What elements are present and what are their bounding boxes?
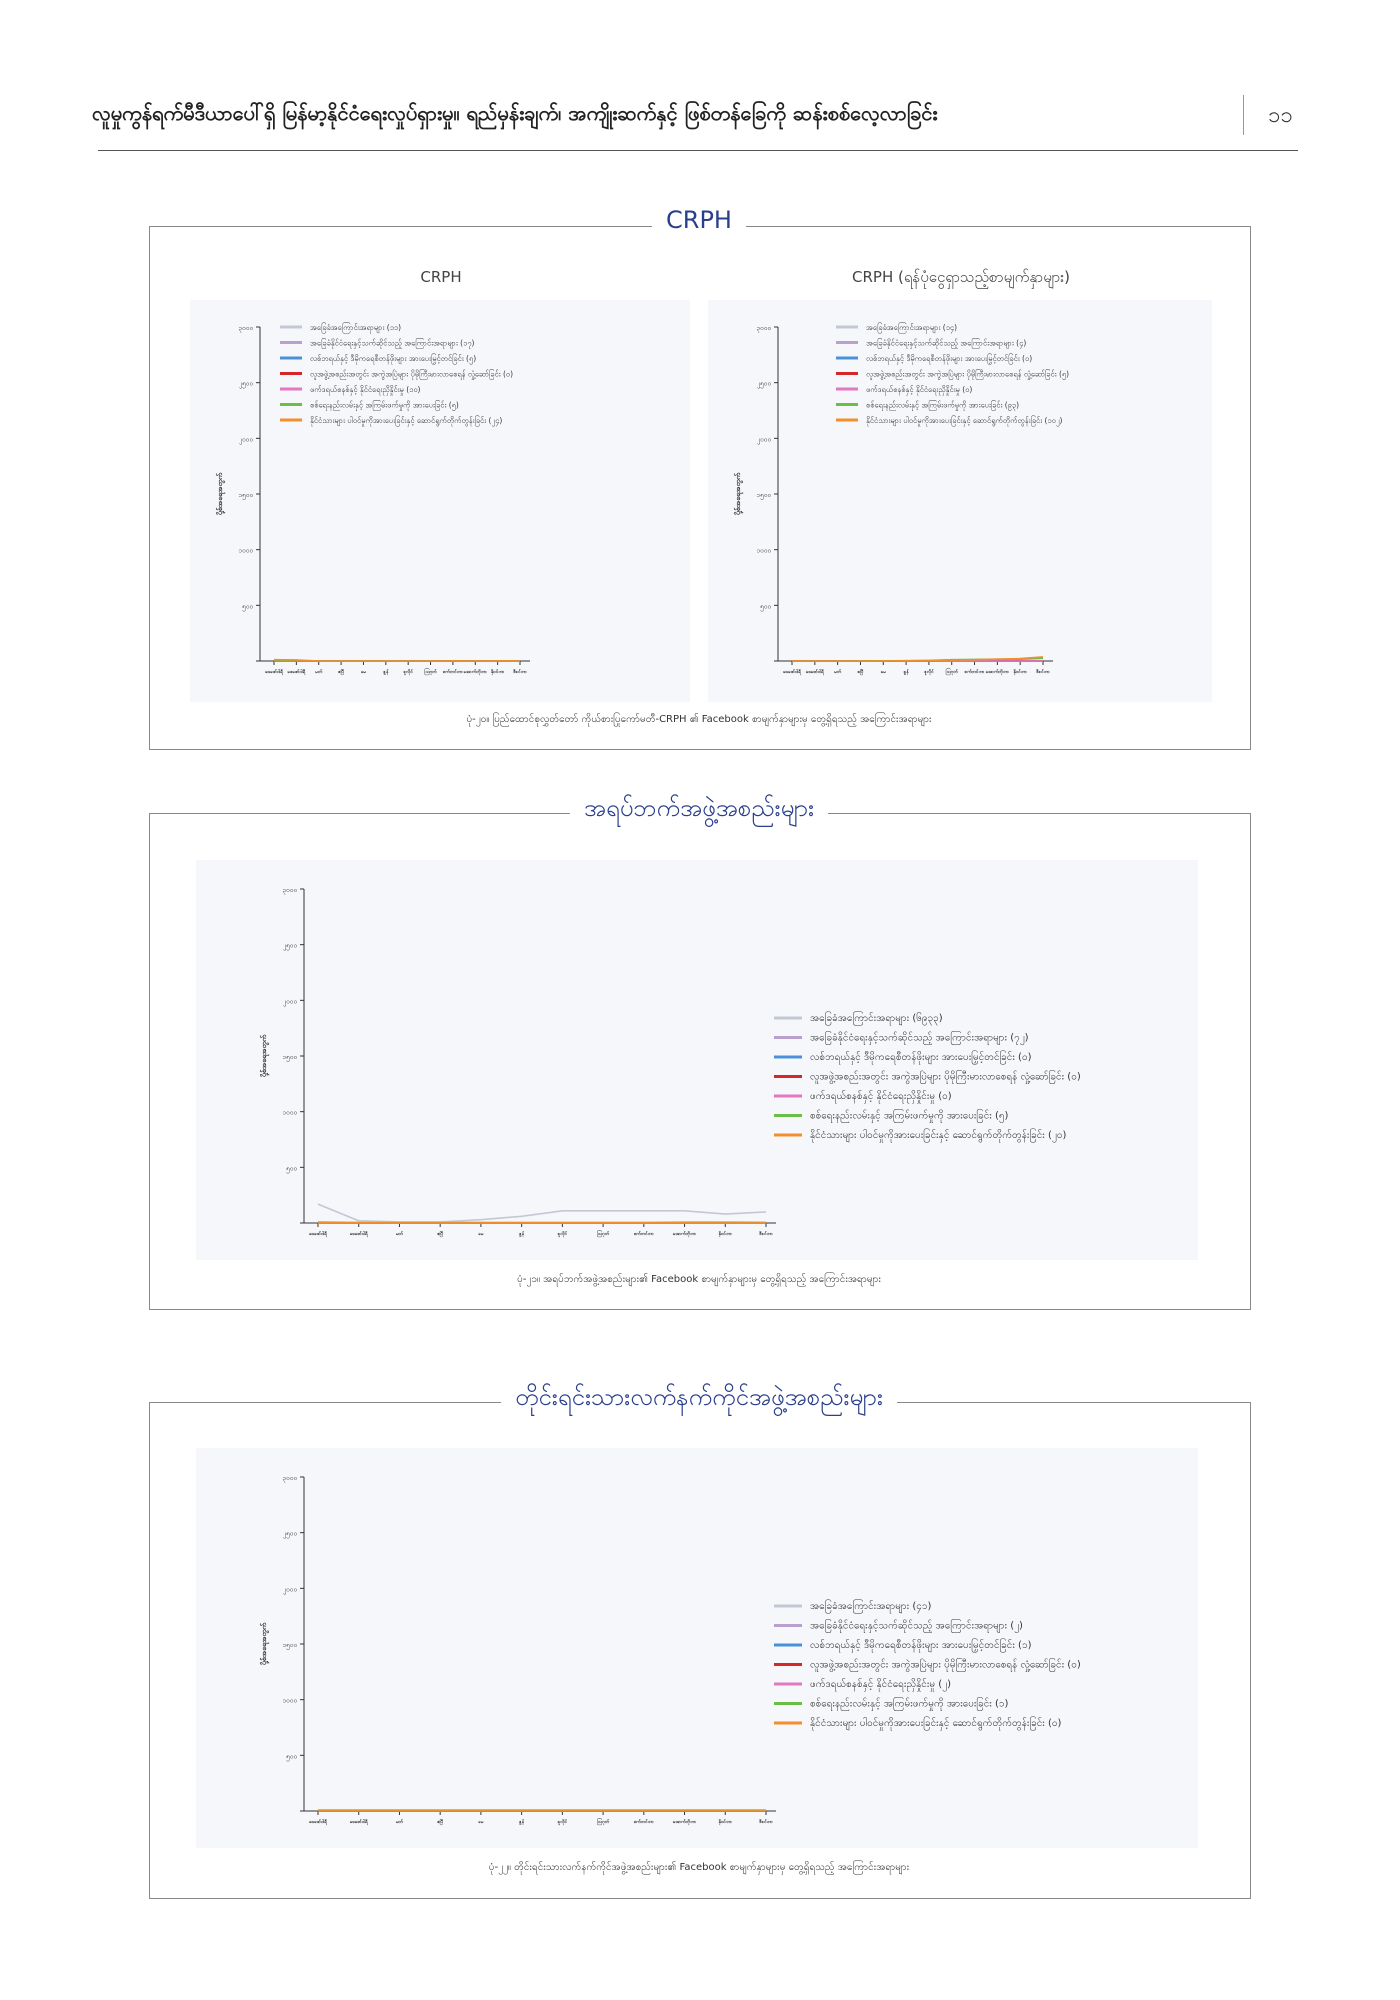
y-tick-label: ၁၅၀၀ xyxy=(282,1053,297,1061)
legend-label: နိုင်ငံသားများ ပါဝင်မှုကိုအားပေးခြင်းနှင့် ဆောင်ရွက်တိုက်တွန်းခြင်း (၂၀) xyxy=(810,1130,1067,1141)
x-tick-label: ဇူလိုင် xyxy=(924,670,934,675)
chart-crph xyxy=(190,300,690,702)
x-tick-label: ဧပြီ xyxy=(857,670,864,675)
legend-label: နိုင်ငံသားများ ပါဝင်မှုကိုအားပေးခြင်းနှင့် ဆောင်ရွက်တိုက်တွန်းခြင်း (၂၄) xyxy=(310,416,503,425)
figure-caption-crph: ပုံ-၂၀။ ပြည်ထောင်စုလွှတ်တော် ကိုယ်စားပြုကော်မတီ-CRPH ၏ Facebook စာမျက်နှာများမှ တွေ့ရှိရသည့် အကြောင်းအရာများ xyxy=(466,714,932,725)
legend-label: လူအဖွဲ့အစည်းအတွင်း အကွဲအပြဲများ ပိုမိုကြီးမားလာစေရန် လှုံ့ဆော်ခြင်း (၀) xyxy=(310,369,514,379)
legend-label: နိုင်ငံသားများ ပါဝင်မှုကိုအားပေးခြင်းနှင့် ဆောင်ရွက်တိုက်တွန်းခြင်း (၀) xyxy=(810,1718,1062,1729)
legend-label: လူအဖွဲ့အစည်းအတွင်း အကွဲအပြဲများ ပိုမိုကြီးမားလာစေရန် လှုံ့ဆော်ခြင်း (၅) xyxy=(866,369,1070,379)
legend-label: အခြေခံနိုင်ငံရေးနှင့်သက်ဆိုင်သည့် အကြောင်းအရာများ (၂) xyxy=(810,1620,1023,1632)
x-tick-label: နိုဝင်ဘာ xyxy=(490,670,505,675)
x-tick-label: ဖေဖော်ဝါရီ xyxy=(783,670,801,675)
x-tick-label: မတ် xyxy=(395,1820,403,1825)
x-tick-label: ဩဂုတ် xyxy=(945,670,958,675)
x-tick-label: ဇွန် xyxy=(903,670,909,675)
x-tick-label: အောက်တိုဘာ xyxy=(672,1820,697,1825)
series-line xyxy=(318,1204,766,1222)
legend-label: ဖက်ဒရယ်စနစ်နှင့် နိုင်ငံရေးညှိနှိုင်းမှု (၁၀) xyxy=(310,385,421,394)
y-axis-label: ပို့စ်အရေအတွက် xyxy=(260,1034,268,1078)
x-tick-label: မေ xyxy=(478,1820,484,1825)
x-tick-label: ဧပြီ xyxy=(437,1820,444,1825)
x-tick-label: ဇွန် xyxy=(519,1232,525,1237)
legend-label: လစ်ဘရယ်နှင့် ဒီမိုကရေစီတန်ဖိုးများ အားပေးမြှင့်တင်ခြင်း (၅) xyxy=(310,354,477,363)
legend-label: အခြေခံအကြောင်းအရာများ (၁၁) xyxy=(310,323,402,332)
legend-label: ဖက်ဒရယ်စနစ်နှင့် နိုင်ငံရေးညှိနှိုင်းမှု (၂) xyxy=(810,1679,951,1690)
x-tick-label: ဖေဖော်ဝါရီ xyxy=(309,1820,327,1825)
legend-label: ဖက်ဒရယ်စနစ်နှင့် နိုင်ငံရေးညှိနှိုင်းမှု (၀) xyxy=(866,385,973,394)
x-tick-label: ဖေဖော်ဝါရီ xyxy=(349,1820,368,1825)
x-tick-label: မေ xyxy=(880,670,886,675)
y-tick-label: ၂၅၀၀ xyxy=(238,379,253,388)
x-tick-label: ဧပြီ xyxy=(437,1232,444,1237)
y-tick-label: ၂၅၀၀ xyxy=(756,379,771,388)
y-tick-label: ၂၅၀၀ xyxy=(282,1529,297,1538)
x-tick-label: ဒီဇင်ဘာ xyxy=(759,1232,773,1237)
legend-label: စစ်ရေးနည်းလမ်းနှင့် အကြမ်းဖက်မှုကို အားပေးခြင်း (၉၃) xyxy=(866,400,1020,410)
x-tick-label: မေ xyxy=(478,1232,484,1237)
y-tick-label: ၃၀၀၀ xyxy=(238,324,253,332)
x-tick-label: မေ xyxy=(360,670,366,675)
section-title-ethnic-armed-organizations: တိုင်းရင်းသားလက်နက်ကိုင်အဖွဲ့အစည်းများ xyxy=(501,1381,897,1417)
x-tick-label: စက်တင်ဘာ xyxy=(633,1232,654,1237)
x-tick-label: ဒီဇင်ဘာ xyxy=(513,670,527,675)
section-title-civil-society: အရပ်ဘက်အဖွဲ့အစည်းများ xyxy=(570,792,828,828)
y-tick-label: ၅၀၀ xyxy=(242,602,253,611)
x-tick-label: အောက်တိုဘာ xyxy=(985,670,1009,675)
legend-label: လစ်ဘရယ်နှင့် ဒီမိုကရေစီတန်ဖိုးများ အားပေးမြှင့်တင်ခြင်း (၀) xyxy=(810,1052,1032,1063)
page-number: ၁၁ xyxy=(1268,103,1293,128)
y-tick-label: ၃၀၀၀ xyxy=(756,324,771,332)
chart-title-crph-fundraising: CRPH (ရန်ပုံငွေရှာသည့်စာမျက်နှာများ) xyxy=(852,268,1070,286)
legend-label: စစ်ရေးနည်းလမ်းနှင့် အကြမ်းဖက်မှုကို အားပေးခြင်း (၅) xyxy=(810,1110,1009,1122)
legend-label: လူအဖွဲ့အစည်းအတွင်း အကွဲအပြဲများ ပိုမိုကြီးမားလာစေရန် လှုံ့ဆော်ခြင်း (၀) xyxy=(810,1659,1081,1671)
x-tick-label: ဇူလိုင် xyxy=(557,1820,568,1825)
x-tick-label: နိုဝင်ဘာ xyxy=(718,1820,733,1825)
y-tick-label: ၁၅၀၀ xyxy=(238,491,253,499)
y-tick-label: ၁၀၀၀ xyxy=(756,546,771,555)
x-tick-label: စက်တင်ဘာ xyxy=(442,670,463,675)
legend-label: စစ်ရေးနည်းလမ်းနှင့် အကြမ်းဖက်မှုကို အားပေးခြင်း (၁) xyxy=(810,1698,1009,1710)
header-rule xyxy=(98,150,1298,151)
y-tick-label: ၁၀၀၀ xyxy=(238,546,253,555)
y-tick-label: ၁၅၀၀ xyxy=(282,1641,297,1649)
legend-label: အခြေခံအကြောင်းအရာများ (၁၄) xyxy=(866,323,958,332)
legend-label: အခြေခံနိုင်ငံရေးနှင့်သက်ဆိုင်သည့် အကြောင်းအရာများ (၁၇) xyxy=(310,338,475,348)
x-tick-label: ဩဂုတ် xyxy=(597,1820,610,1825)
x-tick-label: စက်တင်ဘာ xyxy=(633,1820,654,1825)
legend-label: အခြေခံနိုင်ငံရေးနှင့်သက်ဆိုင်သည့် အကြောင်းအရာများ (၄) xyxy=(866,338,1027,348)
y-tick-label: ၂၀၀၀ xyxy=(756,435,771,444)
legend-label: လူအဖွဲ့အစည်းအတွင်း အကွဲအပြဲများ ပိုမိုကြီးမားလာစေရန် လှုံ့ဆော်ခြင်း (၀) xyxy=(810,1071,1081,1083)
legend-label: လစ်ဘရယ်နှင့် ဒီမိုကရေစီတန်ဖိုးများ အားပေးမြှင့်တင်ခြင်း (၀) xyxy=(866,354,1033,363)
x-tick-label: ဇွန် xyxy=(383,670,389,675)
x-tick-label: ဖေဖော်ဝါရီ xyxy=(287,670,306,675)
x-tick-label: စက်တင်ဘာ xyxy=(964,670,985,675)
legend-label: အခြေခံနိုင်ငံရေးနှင့်သက်ဆိုင်သည့် အကြောင်းအရာများ (၇၂) xyxy=(810,1032,1029,1044)
legend-label: လစ်ဘရယ်နှင့် ဒီမိုကရေစီတန်ဖိုးများ အားပေးမြှင့်တင်ခြင်း (၁) xyxy=(810,1640,1032,1651)
y-tick-label: ၅၀၀ xyxy=(286,1752,297,1761)
chart-civil-society xyxy=(196,860,1198,1260)
x-tick-label: ဇူလိုင် xyxy=(403,670,413,675)
running-header-title: လူမှုကွန်ရက်မီဒီယာပေါ်ရှိ မြန်မာ့နိုင်ငံရေးလှုပ်ရှားမှု။ ရည်မှန်းချက်၊ အကျိုးဆက်နှင့် ဖြစ်တန်ခြေကို ဆန်းစစ်လေ့လာခြင်း xyxy=(92,101,938,125)
legend-label: ဖက်ဒရယ်စနစ်နှင့် နိုင်ငံရေးညှိနှိုင်းမှု (၀) xyxy=(810,1091,952,1102)
series-line xyxy=(274,660,520,661)
figure-caption-civil-society: ပုံ-၂၁။ အရပ်ဘက်အဖွဲ့အစည်းများ၏ Facebook စာမျက်နှာများမှ တွေ့ရှိရသည့် အကြောင်းအရာများ xyxy=(517,1274,881,1285)
x-tick-label: ဖေဖော်ဝါရီ xyxy=(805,670,824,675)
chart-ethnic-armed-organizations xyxy=(196,1448,1198,1848)
y-axis-label: ပို့စ်အရေအတွက် xyxy=(734,472,742,516)
y-tick-label: ၂၀၀၀ xyxy=(282,997,297,1006)
legend-label: နိုင်ငံသားများ ပါဝင်မှုကိုအားပေးခြင်းနှင့် ဆောင်ရွက်တိုက်တွန်းခြင်း (၁၀၂) xyxy=(866,416,1063,425)
x-tick-label: ဒီဇင်ဘာ xyxy=(759,1820,773,1825)
legend-label: အခြေခံအကြောင်းအရာများ (၆၉၃၃) xyxy=(810,1013,943,1024)
x-tick-label: ဇွန် xyxy=(519,1820,525,1825)
chart-crph-fundraising xyxy=(708,300,1212,702)
figure-caption-ethnic-armed-organizations: ပုံ-၂၂။ တိုင်းရင်းသားလက်နက်ကိုင်အဖွဲ့အစည်းများ၏ Facebook စာမျက်နှာများမှ တွေ့ရှိရသည့် အကြောင်းအရာများ xyxy=(488,1862,910,1873)
x-tick-label: နိုဝင်ဘာ xyxy=(1013,670,1027,675)
x-tick-label: ဖေဖော်ဝါရီ xyxy=(349,1232,368,1237)
x-tick-label: ဇူလိုင် xyxy=(557,1232,568,1237)
legend-label: အခြေခံအကြောင်းအရာများ (၄၁) xyxy=(810,1601,932,1612)
x-tick-label: မတ် xyxy=(395,1232,403,1237)
x-tick-label: ဧပြီ xyxy=(338,670,345,675)
y-tick-label: ၅၀၀ xyxy=(286,1164,297,1173)
x-tick-label: အောက်တိုဘာ xyxy=(463,670,487,675)
x-tick-label: ဖေဖော်ဝါရီ xyxy=(309,1232,327,1237)
x-tick-label: ဒီဇင်ဘာ xyxy=(1036,670,1050,675)
section-title-crph: CRPH xyxy=(652,206,746,234)
y-tick-label: ၁၅၀၀ xyxy=(756,491,771,499)
x-tick-label: ဩဂုတ် xyxy=(424,670,437,675)
x-tick-label: နိုဝင်ဘာ xyxy=(718,1232,733,1237)
y-tick-label: ၃၀၀၀ xyxy=(282,886,297,894)
y-axis-label: ပို့စ်အရေအတွက် xyxy=(216,472,224,516)
y-tick-label: ၅၀၀ xyxy=(760,602,771,611)
x-tick-label: မတ် xyxy=(315,670,323,675)
y-tick-label: ၁၀၀၀ xyxy=(282,1108,297,1117)
x-tick-label: မတ် xyxy=(834,670,842,675)
y-tick-label: ၃၀၀၀ xyxy=(282,1474,297,1482)
y-tick-label: ၂၀၀၀ xyxy=(282,1585,297,1594)
y-axis-label: ပို့စ်အရေအတွက် xyxy=(260,1622,268,1666)
legend-label: စစ်ရေးနည်းလမ်းနှင့် အကြမ်းဖက်မှုကို အားပေးခြင်း (၅) xyxy=(310,400,459,410)
y-tick-label: ၂၅၀၀ xyxy=(282,941,297,950)
y-tick-label: ၂၀၀၀ xyxy=(238,435,253,444)
x-tick-label: ဖေဖော်ဝါရီ xyxy=(265,670,283,675)
y-tick-label: ၁၀၀၀ xyxy=(282,1696,297,1705)
chart-title-crph: CRPH xyxy=(420,268,462,286)
x-tick-label: ဩဂုတ် xyxy=(597,1232,610,1237)
header-separator xyxy=(1243,95,1244,135)
x-tick-label: အောက်တိုဘာ xyxy=(672,1232,697,1237)
